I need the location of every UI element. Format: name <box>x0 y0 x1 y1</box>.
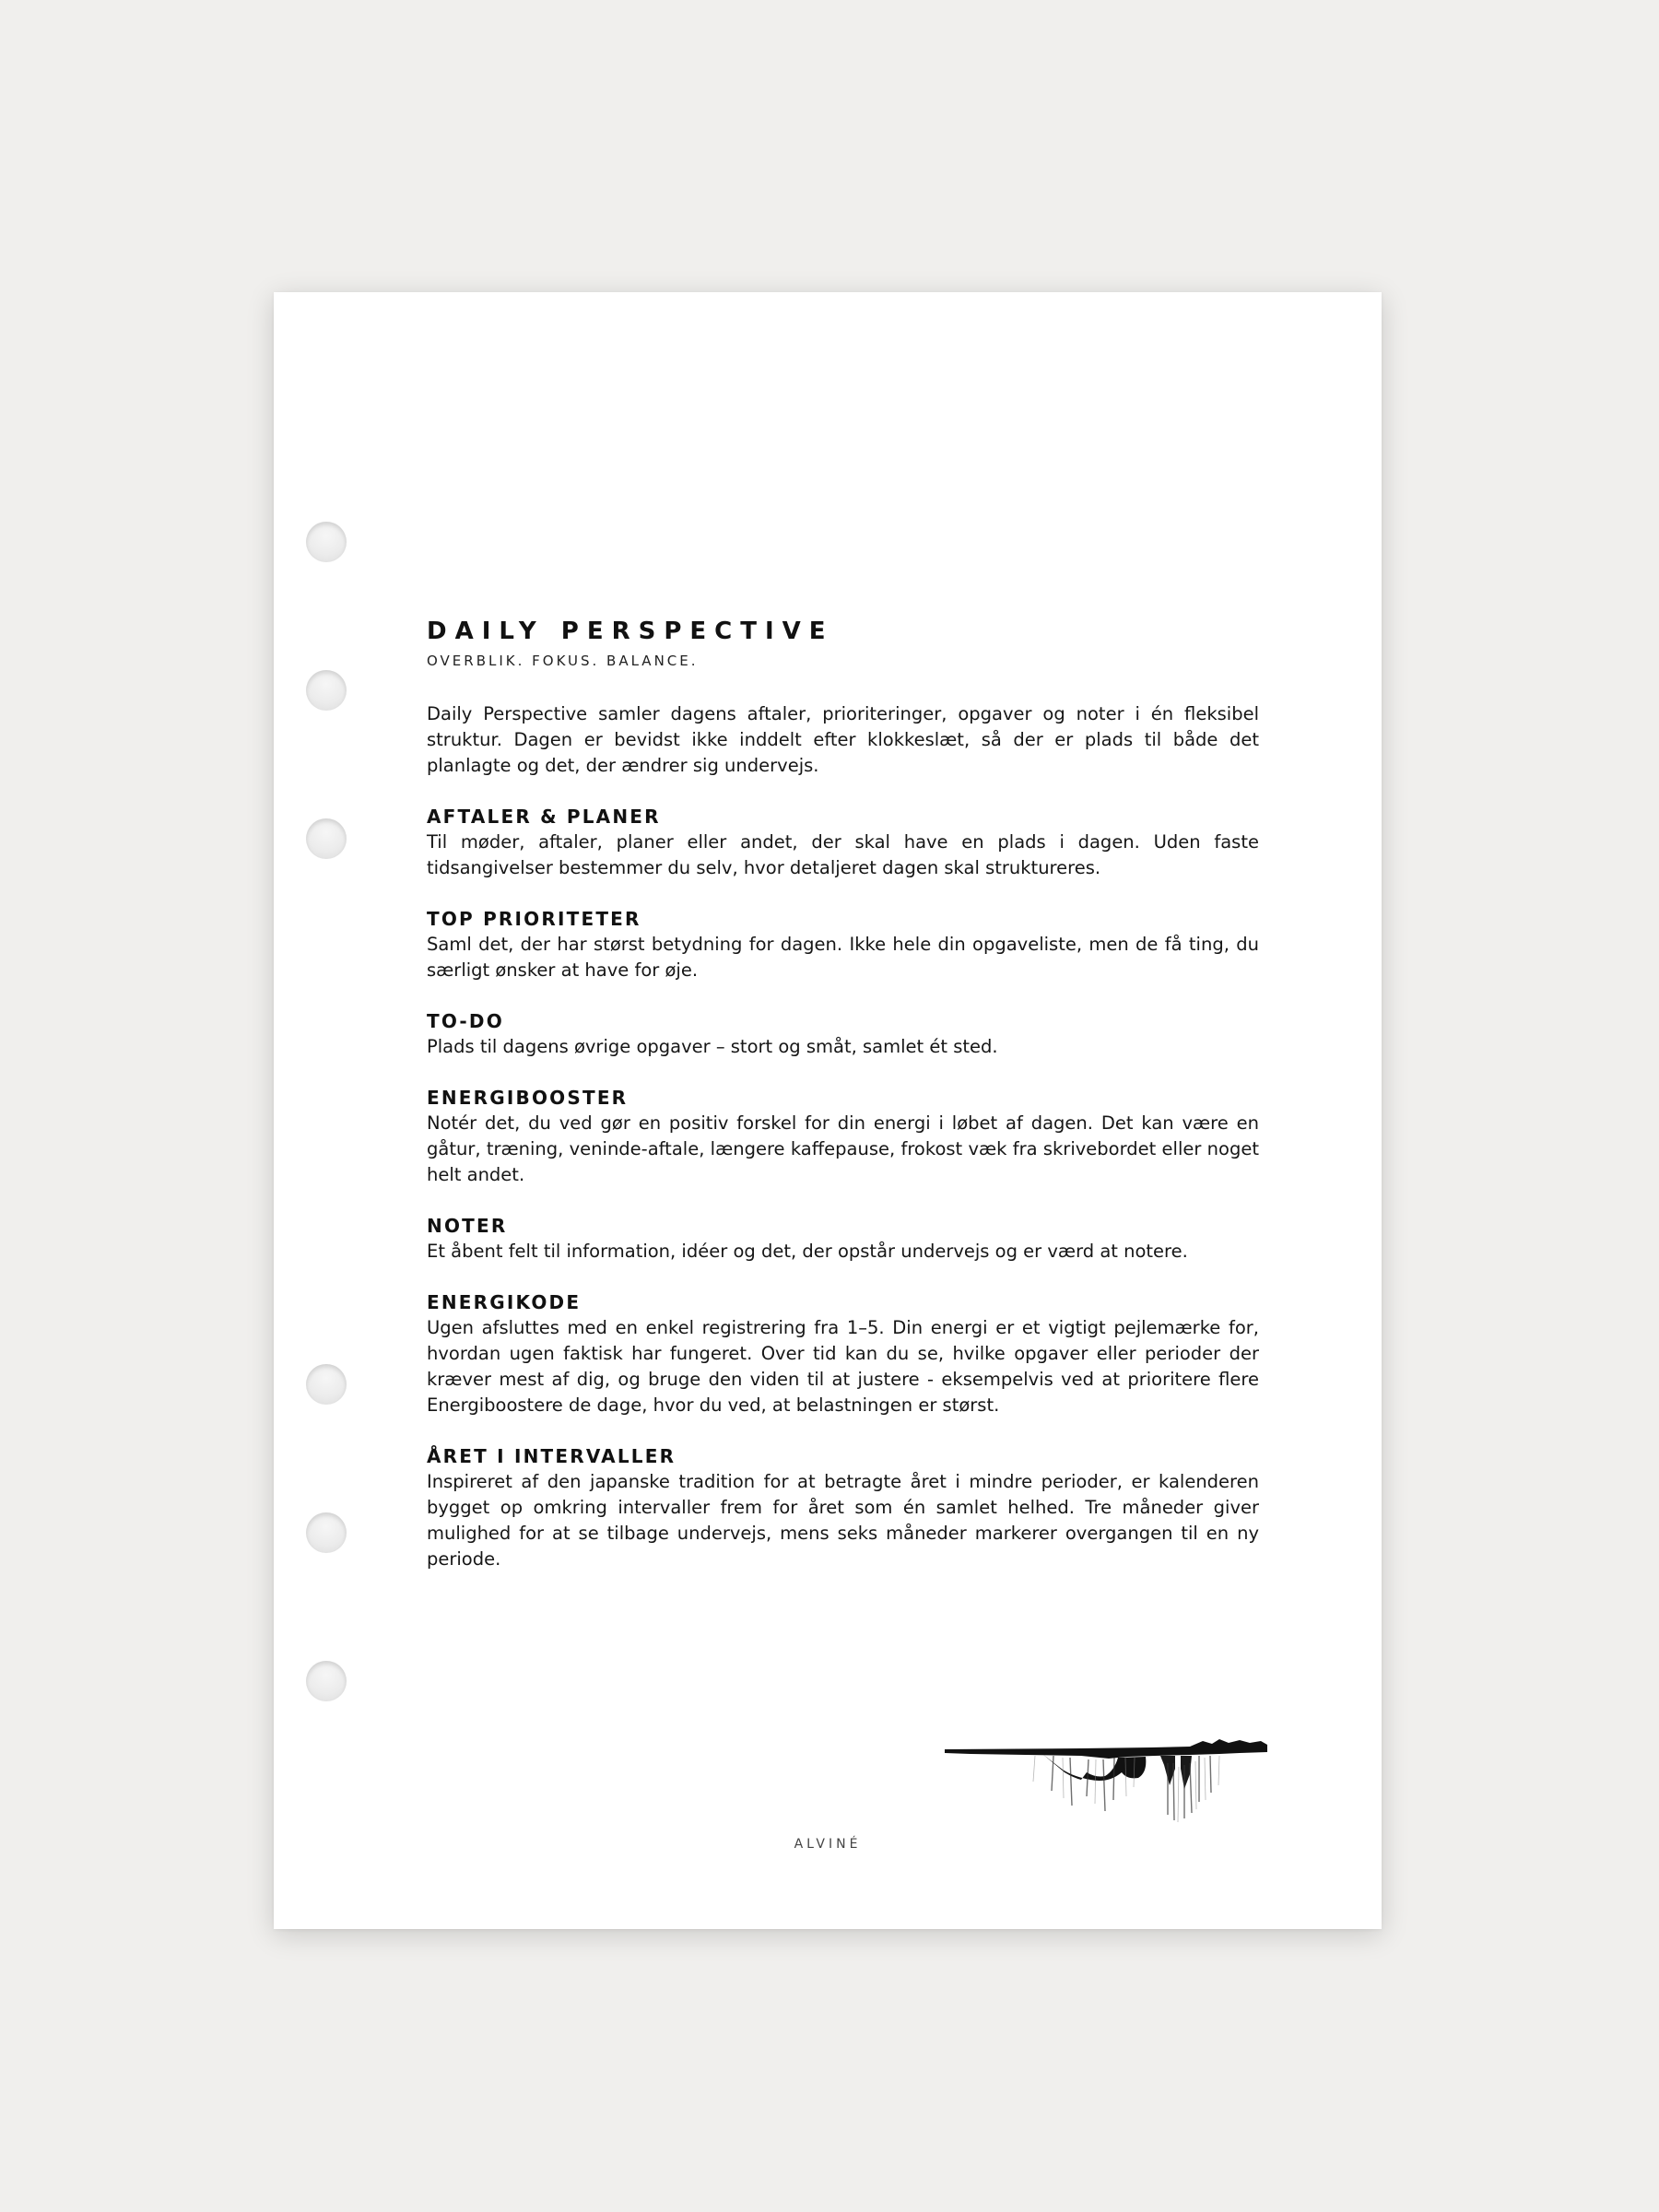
punch-hole <box>306 1512 347 1553</box>
ink-brush-stroke-illustration <box>943 1735 1271 1828</box>
section-body: Notér det, du ved gør en positiv forskel for din energi i løbet af dagen. Det kan være en gåtur, træning, veninde-aftale, længere kaffepause, frokost væk fra skrivebordet eller noget helt andet. <box>427 1112 1259 1185</box>
section-body: Et åbent felt til information, idéer og det, der opstår undervejs og er værd at notere. <box>427 1241 1188 1262</box>
section-heading: NOTER <box>427 1215 508 1237</box>
page-subtitle: OVERBLIK. FOKUS. BALANCE. <box>427 653 699 669</box>
brand-footer: ALVINÉ <box>794 1837 862 1852</box>
section-body: Inspireret af den japanske tradition for at betragte året i mindre perioder, er kalenderen bygget op omkring intervaller frem for året som én samlet helhed. Tre måneder giver mulighed for at se tilbage undervejs, mens seks måneder markerer overgangen til en ny periode. <box>427 1471 1259 1570</box>
punch-hole <box>306 818 347 859</box>
section-top-prioriteter <box>427 906 1259 983</box>
section-body: Til møder, aftaler, planer eller andet, der skal have en plads i dagen. Uden faste tidsangivelser bestemmer du selv, hvor detaljeret dagen skal struktureres. <box>427 831 1259 878</box>
section-aftaler-planer <box>427 804 1259 881</box>
section-body: Plads til dagens øvrige opgaver – stort og småt, samlet ét sted. <box>427 1036 998 1057</box>
punch-hole <box>306 670 347 711</box>
page-title: DAILY PERSPECTIVE <box>427 618 834 645</box>
section-heading: ENERGIBOOSTER <box>427 1087 629 1109</box>
page-content <box>427 617 1259 1572</box>
section-noter <box>427 1213 1259 1265</box>
intro-paragraph: Daily Perspective samler dagens aftaler, prioriteringer, opgaver og noter i én fleksibel struktur. Dagen er bevidst ikke inddelt efter klokkeslæt, så der er plads til både det planlagte og det, der ændrer sig undervejs. <box>427 703 1259 776</box>
punch-hole <box>306 1364 347 1405</box>
section-energibooster <box>427 1085 1259 1188</box>
section-body: Ugen afsluttes med en enkel registrering fra 1–5. Din energi er et vigtigt pejlemærke for, hvordan ugen faktisk har fungeret. Over tid kan du se, hvilke opgaver eller perioder der kræver mest af dig, og bruge den viden til at justere - eksempelvis ved at prioritere flere Energiboostere de dage, hvor du ved, at belastningen er størst. <box>427 1317 1259 1416</box>
section-heading: ÅRET I INTERVALLER <box>427 1445 677 1467</box>
section-heading: ENERGIKODE <box>427 1291 582 1313</box>
section-heading: TOP PRIORITETER <box>427 908 641 930</box>
section-aaret-i-intervaller <box>427 1443 1259 1572</box>
section-to-do <box>427 1008 1259 1060</box>
punch-hole <box>306 1661 347 1701</box>
planner-page <box>274 292 1382 1929</box>
section-heading: AFTALER & PLANER <box>427 806 661 828</box>
section-energikode <box>427 1289 1259 1418</box>
section-heading: TO-DO <box>427 1010 504 1032</box>
punch-hole <box>306 522 347 562</box>
section-body: Saml det, der har størst betydning for dagen. Ikke hele din opgaveliste, men de få ting, du særligt ønsker at have for øje. <box>427 934 1259 981</box>
